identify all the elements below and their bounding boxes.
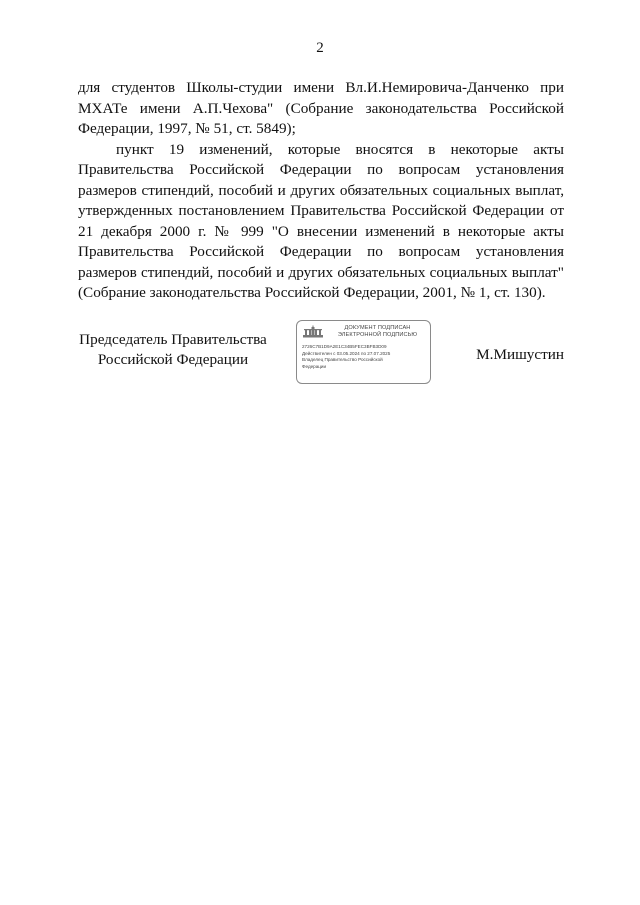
document-body bbox=[78, 78, 564, 304]
government-emblem-icon bbox=[302, 325, 324, 339]
paragraph-item: пункт 19 изменений, которые вносятся в некоторые акты Правительства Российской Федерации по вопросам установления размеров стипендий, пособий и других обязательных социальных выплат, утвержденных постановлением Правительства Российской Федерации от 21 декабря 2000 г. № 999 "О внесении изменений в некоторые акты Правительства Российской Федерации по вопросам установления размеров стипендий, пособий и других обязательных социальных выплат" (Собрание законодательства Российской Федерации, 2001, № 1, ст. 130). bbox=[78, 140, 564, 301]
signatory-position-line: Российской Федерации bbox=[97, 351, 249, 368]
page-number: 2 bbox=[316, 40, 324, 56]
certificate-validity: Действителен с 03.05.2024 по 27.07.2025 bbox=[302, 350, 391, 356]
electronic-signature-stamp bbox=[296, 320, 431, 384]
certificate-owner: Федерации bbox=[302, 363, 327, 369]
signatory-position-line: Председатель Правительства bbox=[79, 331, 267, 348]
stamp-header bbox=[302, 325, 425, 339]
paragraph-continuation: для студентов Школы-студии имени Вл.И.Немировича-Данченко при МХАТе имени А.П.Чехова" (Собрание законодательства Российской Федерации, 1997, № 51, ст. 5849); bbox=[78, 79, 564, 137]
certificate-serial: 2726C7B1D9A2E1C34B5FEC3BFB3D09 bbox=[302, 344, 387, 349]
signatory-name: М.Мишустин bbox=[476, 346, 564, 363]
stamp-title-line: ЭЛЕКТРОННОЙ ПОДПИСЬЮ bbox=[337, 331, 418, 338]
stamp-title-line: ДОКУМЕНТ ПОДПИСАН bbox=[344, 325, 411, 331]
signatory-position bbox=[78, 330, 268, 370]
stamp-title bbox=[330, 325, 425, 338]
certificate-owner: Владелец Правительство Российской bbox=[302, 357, 383, 363]
